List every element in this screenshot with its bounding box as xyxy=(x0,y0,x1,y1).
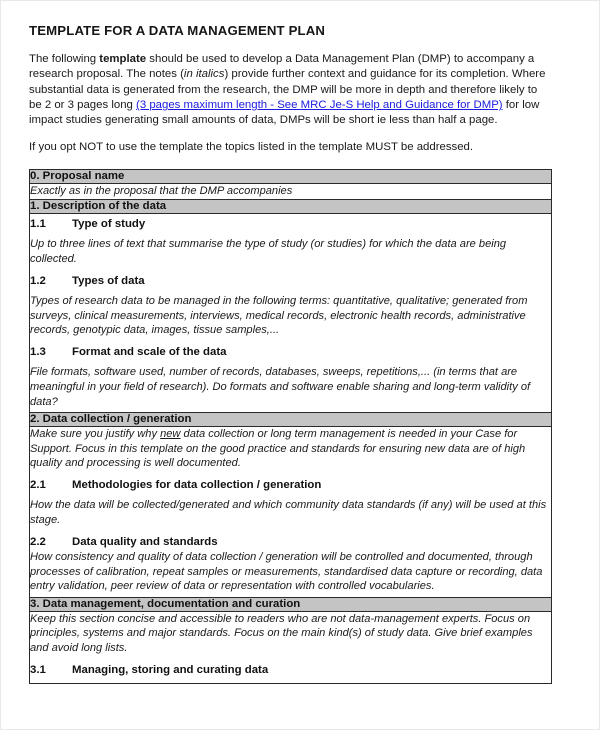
subsection-1-1-title: Type of study xyxy=(72,217,146,230)
table-row-section-0-header xyxy=(30,170,552,184)
subsection-2-2-note: How consistency and quality of data collection / generation will be controlled and documented, through processes of calibration, repeat samples or measurements, standardised data capture or recording, data entry validation, peer review of data or representation with controlled vocabularies. xyxy=(30,551,543,593)
subsection-1-1-heading xyxy=(30,218,551,232)
section-2-note-underline-new: new xyxy=(160,428,181,441)
subsection-1-2-note: Types of research data to be managed in the following terms: quantitative, qualitative; generated from surveys, clinical measurements, interviews, medical records, electronic health records, administrative records, genotypic data, images, tissue samples,... xyxy=(30,295,528,337)
subsection-2-1-title: Methodologies for data collection / generation xyxy=(72,478,322,491)
subsection-3-1-number: 3.1 xyxy=(30,663,46,676)
table-row-section-0-body xyxy=(30,184,552,200)
subsection-2-1-heading xyxy=(30,479,551,493)
subsection-2-2-number: 2.2 xyxy=(30,535,46,548)
table-row-section-1-body xyxy=(30,213,552,412)
table-row-section-3-header xyxy=(30,597,552,611)
subsection-1-1-number: 1.1 xyxy=(30,217,46,230)
table-row-section-2-header xyxy=(30,413,552,427)
section-2-note-text-1: Make sure you justify why xyxy=(30,428,161,441)
section-3-note: Keep this section concise and accessible to readers who are not data-management experts. Focus on principles, systems and major standards. Focus on the main kind(s) of study data. Give brief examples and avoid long lists. xyxy=(30,612,533,655)
table-row-section-1-header xyxy=(30,199,552,213)
subsection-2-2-heading xyxy=(30,536,551,550)
section-3-body xyxy=(30,611,552,683)
subsection-1-2-number: 1.2 xyxy=(30,274,46,287)
subsection-1-2-heading xyxy=(30,275,551,289)
section-2-body xyxy=(30,427,552,598)
document-body xyxy=(1,1,599,684)
subsection-1-1-note: Up to three lines of text that summarise the type of study (or studies) for which the data are being collected. xyxy=(30,238,507,265)
intro-paragraph-1 xyxy=(29,52,551,129)
mrc-guidance-link[interactable]: (3 pages maximum length - See MRC Je-S Help and Guidance for DMP) xyxy=(136,99,503,112)
section-2-note-text-2: data collection or long term management is needed in your Case for Support. Focus in this template on the good practice and standards for ensuring new data are of high quality and processing is well documented. xyxy=(30,428,526,470)
intro-text-4: for low impact studies generating small amounts of data, DMPs will be short ie less than half a page. xyxy=(29,99,540,127)
intro-paragraph-2: If you opt NOT to use the template the topics listed in the template MUST be addressed. xyxy=(29,140,474,153)
intro-text-3: ) provide further context and guidance for its completion. Where substantial data is generated from the research, the DMP will be more in depth and therefore likely to be 2 or 3 pages long xyxy=(29,68,546,112)
subsection-2-1-note: How the data will be collected/generated and which community data standards (if any) will be used at this stage. xyxy=(30,499,547,526)
section-1-body xyxy=(30,213,552,412)
table-row-section-2-body xyxy=(30,427,552,598)
subsection-2-1-number: 2.1 xyxy=(30,478,46,491)
section-1-heading: 1. Description of the data xyxy=(30,199,552,213)
section-2-note xyxy=(30,427,551,471)
table-row-section-3-body xyxy=(30,611,552,683)
page-title: TEMPLATE FOR A DATA MANAGEMENT PLAN xyxy=(29,23,326,38)
subsection-2-2-title: Data quality and standards xyxy=(72,535,218,548)
subsection-1-3-title: Format and scale of the data xyxy=(72,345,227,358)
section-0-note: Exactly as in the proposal that the DMP accompanies xyxy=(30,185,293,198)
intro-text-1: The following xyxy=(29,52,100,65)
subsection-1-3-number: 1.3 xyxy=(30,345,46,358)
section-2-heading: 2. Data collection / generation xyxy=(30,413,552,427)
subsection-1-3-heading xyxy=(30,346,551,360)
subsection-1-3-note: File formats, software used, number of records, databases, sweeps, repetitions,... (in terms that are meaningful in your field of research). Do formats and software enable sharing and long-term validity of data? xyxy=(30,366,531,408)
intro-text-2: should be used to develop a Data Management Plan (DMP) to accompany a research proposal. The notes ( xyxy=(29,52,535,81)
intro-italic-in-italics: in italics xyxy=(183,68,225,81)
subsection-1-2-title: Types of data xyxy=(72,274,145,287)
section-0-heading: 0. Proposal name xyxy=(30,170,552,184)
subsection-3-1-title: Managing, storing and curating data xyxy=(72,663,269,676)
section-0-body xyxy=(30,184,552,200)
intro-bold-template: template xyxy=(99,52,147,65)
subsection-3-1-heading xyxy=(30,664,551,678)
section-3-heading: 3. Data management, documentation and curation xyxy=(30,597,552,611)
dmp-template-table xyxy=(29,169,552,684)
